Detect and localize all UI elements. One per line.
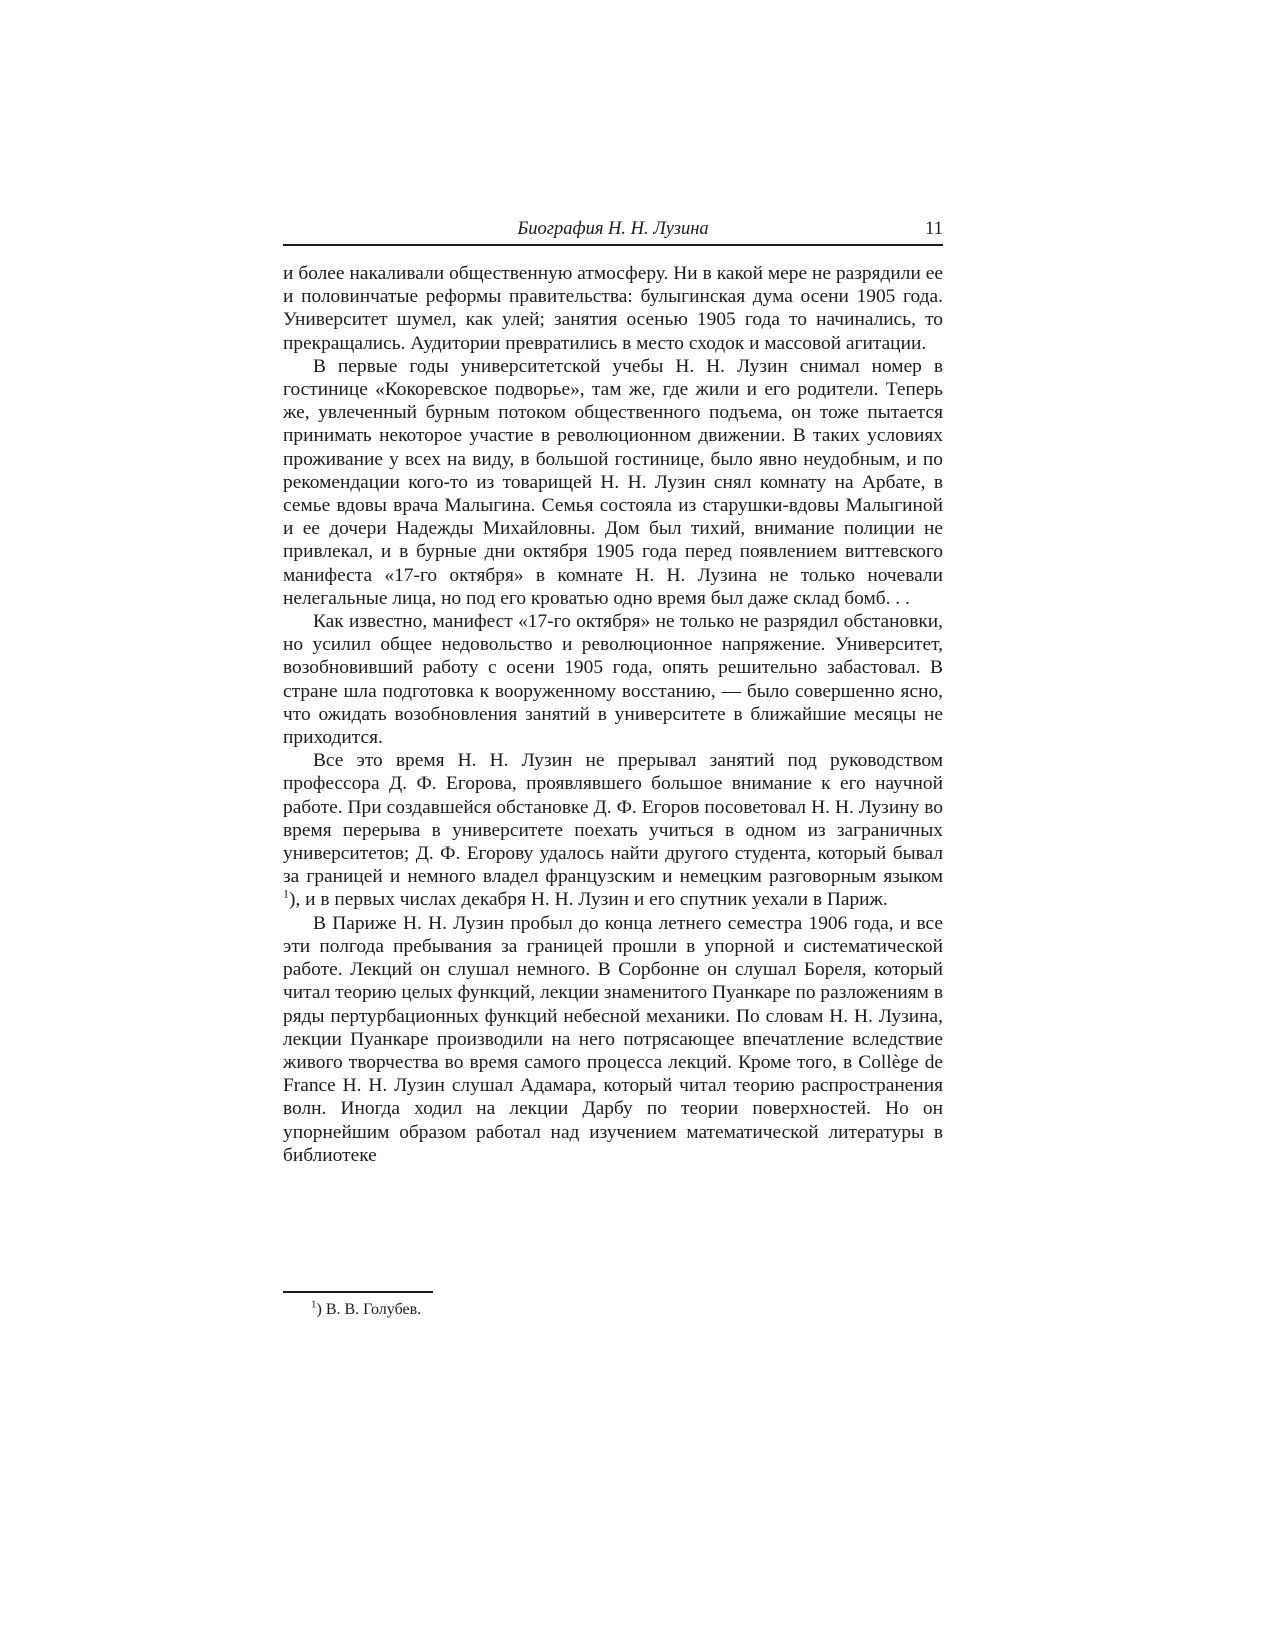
paragraph-5: В Париже Н. Н. Лузин пробыл до конца летнего семестра 1906 года, и все эти полгода пребывания за границей прошли в упорной и систематической работе. Лекций он слушал немного. В Сорбонне он слушал Бореля, который читал теорию целых функций, лекции знаменитого Пуанкаре по разложениям в ряды пертурбационных функций небесной механики. По словам Н. Н. Лузина, лекции Пуанкаре производили на него потрясающее впечатление вследствие живого творчества во время самого процесса лекций. Кроме того, в Collège de France Н. Н. Лузин слушал Адамара, который читал теорию распространения волн. Иногда ходил на лекции Дарбу по теории поверхностей. Но он упорнейшим образом работал над изучением математической литературы в библиотеке [283,912,943,1166]
body-text [283,262,943,1167]
paragraph-4-text-start: Все это время Н. Н. Лузин не прерывал занятий под руководством профессора Д. Ф. Егорова, проявлявшего большое внимание к его научной работе. При создавшейся обстановке Д. Ф. Егоров посоветовал Н. Н. Лузину во время перерыва в университете поехать учиться в одном из заграничных университетов; Д. Ф. Егорову удалось найти другого студента, который бывал за границей и немного владел французским и немецким разговорным языком [283,750,943,888]
footnote [311,1300,421,1320]
paragraph-4-text-end: ), и в первых числах декабря Н. Н. Лузин и его спутник уехали в Париж. [289,889,888,911]
footnote-reference: 1 [283,887,289,902]
paragraph-2: В первые годы университетской учебы Н. Н. Лузин снимал номер в гостинице «Кокоревское подворье», там же, где жили и его родители. Теперь же, увлеченный бурным потоком общественного подъема, он тоже пытается принимать некоторое участие в революционном движении. В таких условиях проживание у всех на виду, в большой гостинице, было явно неудобным, и по рекомендации кого-то из товарищей Н. Н. Лузин снял комнату на Арбате, в семье вдовы врача Малыгина. Семья состояла из старушки-вдовы Малыгиной и ее дочери Надежды Михайловны. Дом был тихий, внимание полиции не привлекал, и в бурные дни октября 1905 года перед появлением виттевского манифеста «17-го октября» в комнате Н. Н. Лузина не только ночевали нелегальные лица, но под его кроватью одно время был даже склад бомб. . . [283,355,943,609]
paragraph-1: и более накаливали общественную атмосферу. Ни в какой мере не разрядили ее и половинчатые реформы правительства: булыгинская дума осени 1905 года. Университет шумел, как улей; занятия осенью 1905 года то начинались, то прекращались. Аудитории превратились в место сходок и массовой агитации. [283,263,943,354]
paragraph-4 [283,749,943,911]
footnote-rule [283,1291,433,1293]
running-title: Биография Н. Н. Лузина [517,219,709,239]
footnote-mark: 1 [311,1298,317,1311]
paragraph-3: Как известно, манифест «17-го октября» не только не разрядил обстановки, но усилил общее недовольство и революционное напряжение. Университет, возобновивший работу с осени 1905 года, опять решительно забастовал. В стране шла подготовка к вооруженному восстанию, — было совершенно ясно, что ожидать возобновления занятий в университете в ближайшие месяцы не приходится. [283,611,943,749]
footnote-text: ) В. В. Голубев. [316,1301,422,1318]
running-head [283,214,943,246]
page-number: 11 [925,219,943,239]
